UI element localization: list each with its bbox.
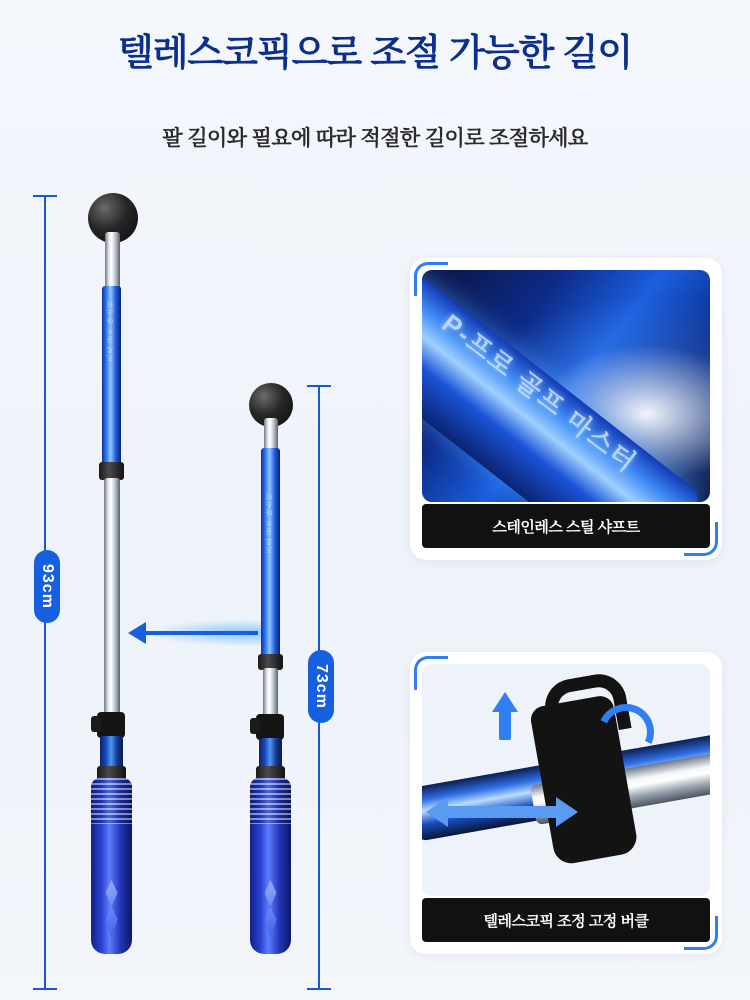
pole-lower-blue (100, 736, 123, 770)
pole-grip (91, 778, 132, 954)
card-corner-top-left (414, 262, 448, 296)
buckle-slide-arrow-icon (446, 806, 558, 818)
grip2-wave-pattern (265, 880, 277, 938)
grip-wave-pattern (106, 880, 118, 938)
feature-card-shaft (410, 258, 722, 560)
pole-adjust-buckle (97, 712, 125, 738)
grip2-ridges (250, 778, 291, 824)
shaft-brand-print: P-프로 골프 마스터 (436, 307, 643, 479)
grip-ridges (91, 778, 132, 824)
pole2-adjust-buckle (256, 714, 284, 740)
pole-steel-extension (104, 478, 120, 718)
card2-corner-top-left (414, 656, 448, 690)
extended-length-badge: 93cm (34, 550, 60, 623)
pole-print-label: 프로 골프 마스터 (107, 300, 114, 362)
shaft-caption: 스테인레스 스틸 샤프트 (422, 504, 710, 548)
pole2-steel-extension (263, 668, 278, 718)
arrow-line (142, 631, 258, 635)
buckle-up-arrow-stem (499, 710, 511, 740)
pole2-top-blue-section (261, 448, 280, 660)
buckle-lever (91, 716, 101, 732)
buckle-up-arrow-icon (492, 692, 518, 712)
shaft-photo-image (422, 270, 710, 502)
arrow-head-icon (128, 622, 146, 644)
page-title: 텔레스코픽으로 조절 가능한 길이 (117, 32, 633, 73)
page-subtitle: 팔 길이와 필요에 따라 적절한 길이로 조절하세요 (162, 127, 588, 150)
buckle-photo-image (422, 664, 710, 896)
collapse-arrow (128, 616, 268, 650)
feature-card-buckle (410, 652, 722, 954)
shaft-photo (422, 270, 710, 502)
pole-neck-steel (105, 232, 120, 292)
buckle-photo (422, 664, 710, 896)
pole2-print-label: 프로 골프 마스터 (266, 492, 273, 554)
pole2-grip (250, 778, 291, 954)
buckle-caption: 텔레스코픽 조정 고정 버클 (422, 898, 710, 942)
collapsed-length-badge: 73cm (308, 650, 334, 723)
buckle2-lever (250, 718, 260, 734)
